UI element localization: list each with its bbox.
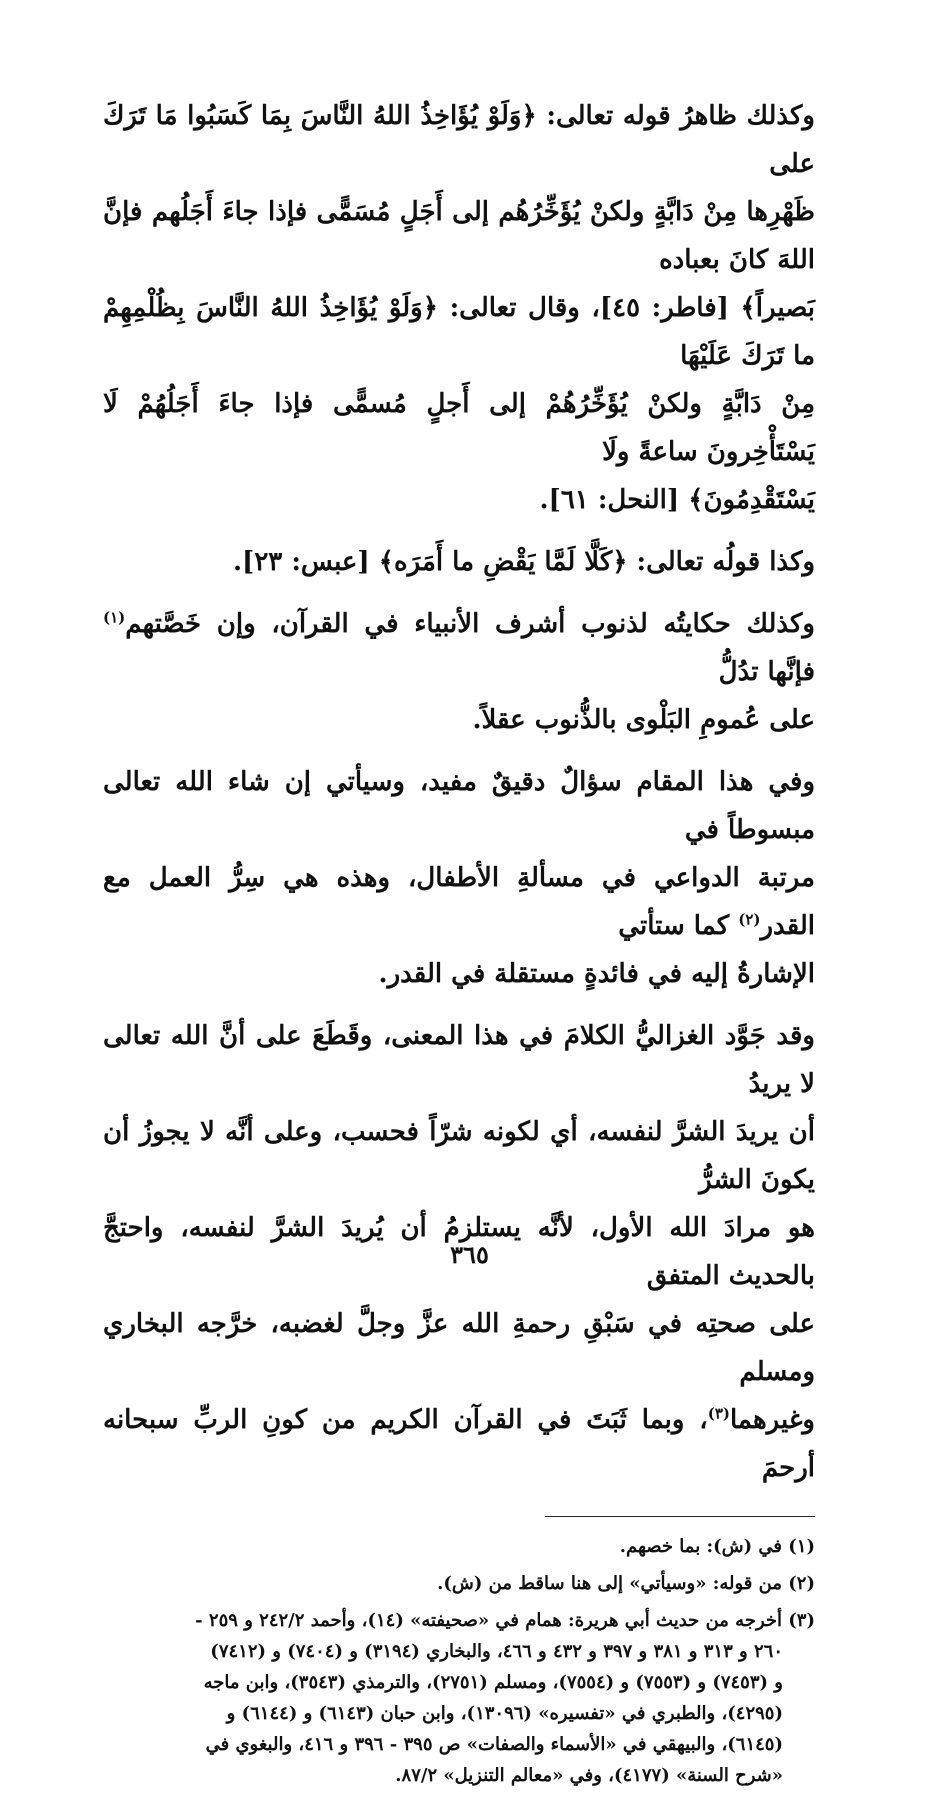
footnote-divider	[545, 1516, 815, 1517]
text-line: على عُمومِ البَلْوى بالذُّنوب عقلاً.	[472, 705, 815, 735]
text-line: وكذلك ظاهرُ قوله تعالى: ﴿وَلَوْ يُؤَاخِذُ اللهُ النَّاسَ بِمَا كَسَبُوا مَا تَرَكَ على	[103, 101, 815, 179]
paragraph-2	[103, 538, 815, 586]
footnote-line: «شرح السنة» (٤١٧٧)، وفي «معالم التنزيل» ٨٧/٢.	[395, 1765, 783, 1786]
text-line: الإشارةُ إليه في فائدةٍ مستقلة في القدر.	[378, 959, 815, 989]
paragraph-1	[103, 92, 815, 524]
footnote-reference: (٢)	[738, 910, 761, 929]
text-line: وكذا قولُه تعالى: ﴿كَلَّا لَمَّا يَقْضِ ما أَمَرَه﴾ [عبس: ٢٣].	[232, 547, 815, 577]
footnote-line: (١) في (ش): بما خصهم.	[619, 1536, 815, 1557]
footnote-line: (٢) من قوله: «وسيأتي» إلى هنا ساقط من (ش).	[437, 1573, 815, 1594]
footnote-1	[103, 1531, 815, 1562]
text-line: مِنْ دَابَّةٍ ولكنْ يُؤَخِّرُهُمْ إلى أَجلٍ مُسمًّى فإذا جاءَ أَجَلُهُمْ لَا يَسْتَأْخِرونَ ساعةً ولَا	[103, 389, 815, 467]
footnote-2	[103, 1568, 815, 1599]
footnote-reference: (١)	[103, 608, 126, 627]
footnote-line: و (٧٤٥٣) و (٧٥٥٣) و (٧٥٥٤)، ومسلم (٢٧٥١)، والترمذي (٣٥٤٣)، وابن ماجه	[203, 1672, 783, 1693]
text-line: هو مرادَ الله الأول، لأنَّه يستلزمُ أن يُريدَ الشرَّ لنفسه، واحتجَّ بالحديث المتفق	[103, 1213, 815, 1291]
text-line: وغيرهما$^{(٣)}$، وبما ثَبَتَ في القرآن الكريم من كونِ الربِّ سبحانه أرحمَ	[103, 1404, 815, 1483]
footnote-reference: (٣)	[707, 1404, 730, 1423]
footnote-line: (٤٢٩٥)، والطبري في «تفسيره» (١٣٠٩٦)، وابن حبان (٦١٤٣) و (٦١٤٤) و	[226, 1703, 783, 1724]
footnote-3	[103, 1605, 815, 1791]
text-line: ظَهْرِها مِنْ دَابَّةٍ ولكنْ يُؤَخِّرُهُم إلى أَجَلٍ مُسَمًّى فإذا جاءَ أَجَلُهم فإنَّ اللهَ كانَ بعباده	[103, 197, 815, 275]
page-body	[103, 92, 815, 1797]
page-number: ٣٦٥	[450, 1240, 489, 1269]
text-line: وقد جَوَّد الغزاليُّ الكلامَ في هذا المعنى، وقَطَعَ على أنَّ الله تعالى لا يريدُ	[103, 1021, 815, 1099]
footnote-line: ٢٦٠ و ٣١٣ و ٣٨١ و ٣٩٧ و ٤٣٢ و ٤٦٦، والبخاري (٣١٩٤) و (٧٤٠٤) و (٧٤١٢)	[210, 1641, 783, 1662]
main-text	[103, 92, 815, 1492]
text-line: أن يريدَ الشرَّ لنفسه، أي لكونه شرّاً فحسب، وعلى أنَّه لا يجوزُ أن يكونَ الشرُّ	[103, 1117, 815, 1195]
text-line: وفي هذا المقام سؤالٌ دقيقٌ مفيد، وسيأتي إن شاء الله تعالى مبسوطاً في	[103, 767, 815, 845]
text-line: يَسْتَقْدِمُونَ﴾ [النحل: ٦١].	[539, 485, 815, 515]
text-line: وكذلك حكايتُه لذنوب أشرف الأنبياء في القرآن، وإن خَصَّتهم$^{(١)}$ فإنَّها تدُلُّ	[103, 608, 815, 687]
text-line: مرتبة الدواعي في مسألةِ الأطفال، وهذه هي سِرُّ العمل مع القدر$^{(٢)}$ كما ستأتي	[103, 863, 815, 941]
text-line: بَصيراً﴾ [فاطر: ٤٥]، وقال تعالى: ﴿وَلَوْ يُؤَاخِذُ اللهُ النَّاسَ بِظُلْمِهِمْ ما تَرَكَ عَلَيْهَا	[103, 293, 815, 371]
footnotes	[103, 1531, 815, 1791]
footnote-line: (٦١٤٥)، والبيهقي في «الأسماء والصفات» ص ٣٩٥ - ٣٩٦ و ٤١٦، والبغوي في	[205, 1734, 783, 1755]
footnote-line: (٣) أخرجه من حديث أبي هريرة: همام في «صحيفته» (١٤)، وأحمد ٢٤٢/٢ و ٢٥٩ -	[195, 1610, 815, 1631]
paragraph-4	[103, 758, 815, 998]
paragraph-3	[103, 600, 815, 744]
text-line: على صحتِه في سَبْقِ رحمةِ الله عزَّ وجلَّ لغضبه، خرَّجه البخاري ومسلم	[103, 1309, 815, 1387]
